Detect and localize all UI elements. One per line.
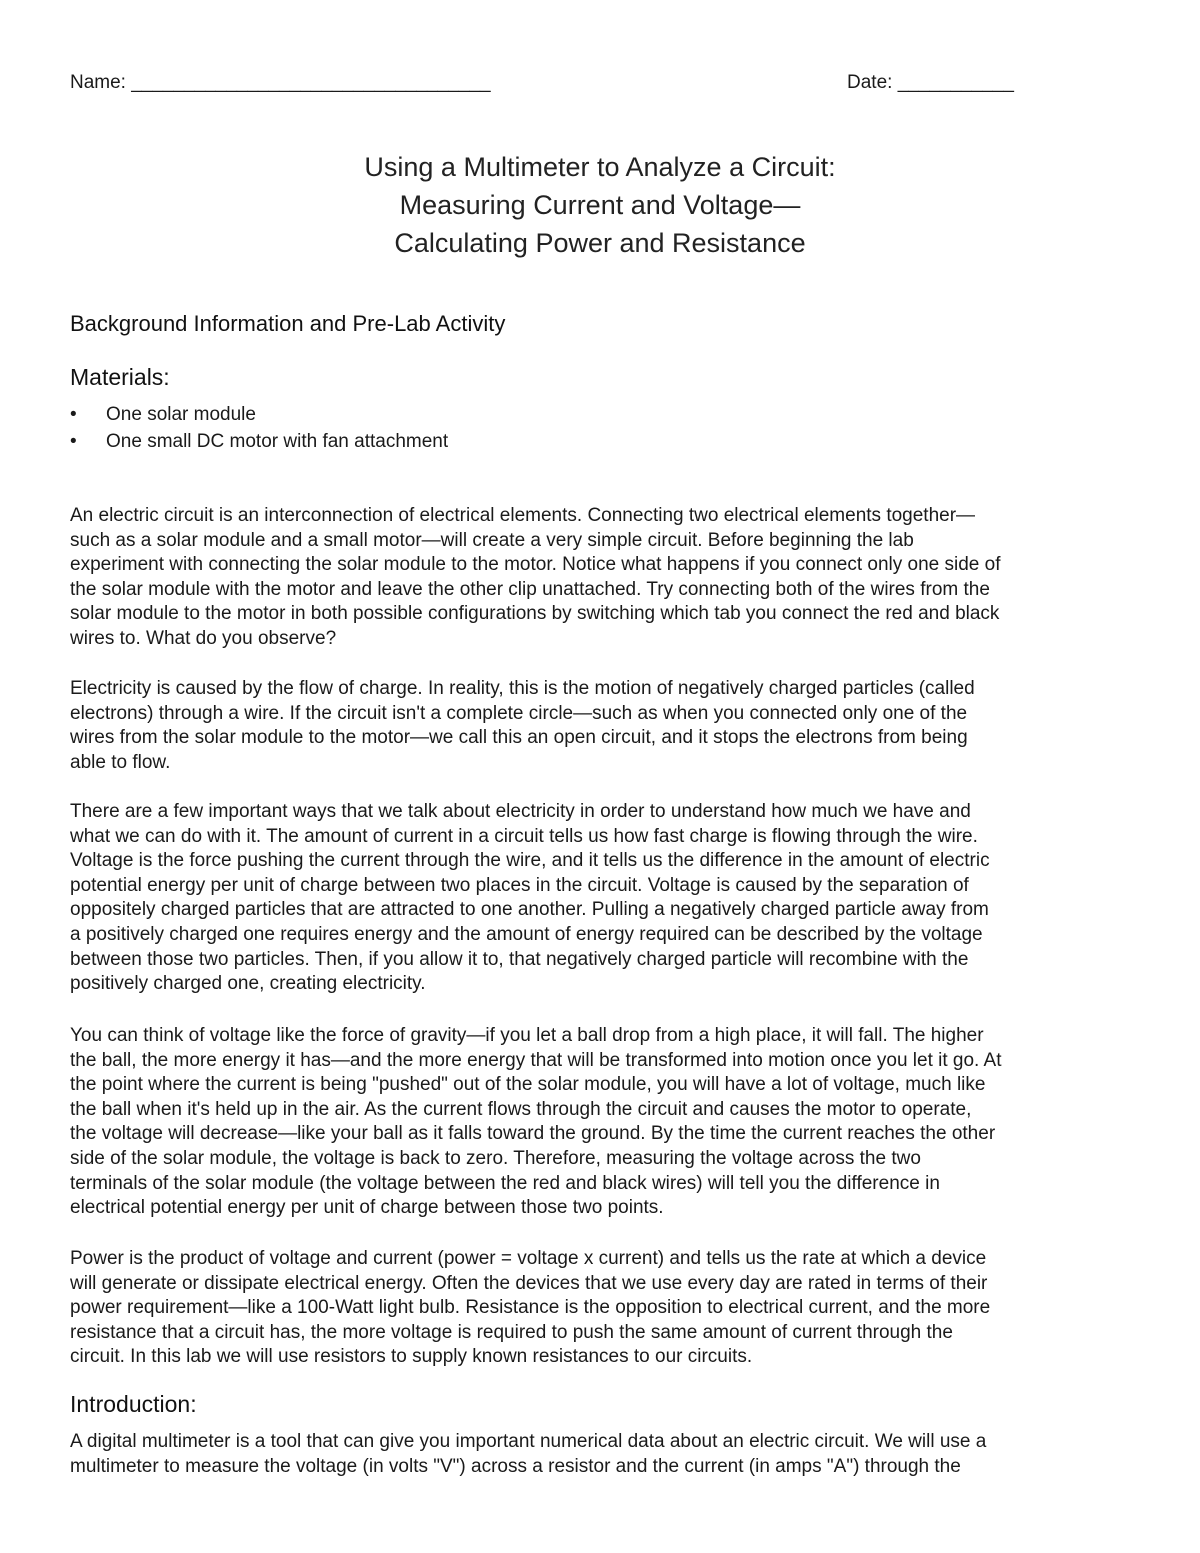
paragraph-line: oppositely charged particles that are attracted to one another. Pulling a negatively charged particle away from [70,899,989,921]
paragraph-power-resistance [70,1247,1130,1370]
paragraph-line: potential energy per unit of charge between two places in the circuit. Voltage is caused by the separation of [70,874,969,896]
paragraph-line: power requirement—like a 100-Watt light bulb. Resistance is the opposition to electrical current, and the more [70,1297,991,1319]
introduction-heading: Introduction: [70,1391,197,1417]
paragraph-line: solar module to the motor in both possible configurations by switching which tab you connect the red and black [70,603,1000,625]
paragraph-line: You can think of voltage like the force of gravity—if you let a ball drop from a high place, it will fall. The higher [70,1025,984,1046]
paragraph-circuit-intro [70,504,1130,652]
paragraph-line: electrons) through a wire. If the circuit isn't a complete circle—such as when you connected only one of the [70,702,968,724]
paragraph-line: multimeter to measure the voltage (in volts "V") across a resistor and the current (in amps "A") through the [70,1455,961,1477]
paragraph-line: able to flow. [70,751,171,773]
paragraph-line: between those two particles. Then, if you allow it to, that negatively charged particle will recombine with the [70,948,969,970]
paragraph-electricity [70,677,1130,775]
paragraph-line: Voltage is the force pushing the current through the wire, and it tells us the difference in the amount of electric [70,850,990,872]
paragraph-line: such as a solar module and a small motor—will create a very simple circuit. Before beginning the lab [70,529,914,551]
paragraph-line: a positively charged one requires energy and the amount of energy required can be described by the voltage [70,923,983,945]
paragraph-line: the solar module with the motor and leave the other clip unattached. Try connecting both of the wires from the [70,578,990,600]
paragraph-voltage-current [70,800,1130,997]
materials-list [70,401,1070,455]
document-title [0,148,1200,262]
paragraph-multimeter [70,1430,1130,1479]
paragraph-line: side of the solar module, the voltage is back to zero. Therefore, measuring the voltage across the two [70,1147,921,1169]
title-line-2: Measuring Current and Voltage— [399,190,801,220]
name-field: Name: __________________________________ [70,72,491,93]
list-item [70,401,1070,428]
paragraph-line: There are a few important ways that we talk about electricity in order to understand how much we have and [70,801,971,822]
paragraph-line: wires from the solar module to the motor—we call this an open circuit, and it stops the electrons from being [70,727,968,749]
material-item: One small DC motor with fan attachment [106,431,449,452]
paragraph-line: resistance that a circuit has, the more voltage is required to push the same amount of current through the [70,1321,953,1343]
bullet-marker: • [70,431,77,452]
paragraph-line: An electric circuit is an interconnection of electrical elements. Connecting two electrical elements together— [70,505,976,526]
paragraph-line: wires to. What do you observe? [70,627,337,649]
section-heading-background: Background Information and Pre-Lab Activity [70,311,506,336]
paragraph-line: Power is the product of voltage and current (power = voltage x current) and tells us the rate at which a device [70,1248,987,1269]
list-item [70,428,1070,455]
date-field: Date: ___________ [847,72,1014,93]
paragraph-line: the voltage will decrease—like your ball as it falls toward the ground. By the time the current reaches the other [70,1123,996,1145]
paragraph-line: what we can do with it. The amount of current in a circuit tells us how fast charge is flowing through the wire. [70,825,978,847]
paragraph-line: electrical potential energy per unit of charge between those two points. [70,1197,664,1219]
bullet-marker: • [70,404,77,425]
paragraph-line: the point where the current is being "pushed" out of the solar module, you will have a lot of voltage, much like [70,1074,986,1096]
title-line-1: Using a Multimeter to Analyze a Circuit: [364,152,836,182]
material-item: One solar module [106,404,256,425]
paragraph-line: A digital multimeter is a tool that can give you important numerical data about an electric circuit. We will use a [70,1431,987,1452]
paragraph-gravity-analogy [70,1024,1130,1221]
paragraph-line: terminals of the solar module (the voltage between the red and black wires) will tell you the difference in [70,1172,940,1194]
title-line-3: Calculating Power and Resistance [394,228,806,258]
paragraph-line: circuit. In this lab we will use resistors to supply known resistances to our circuits. [70,1346,753,1368]
paragraph-line: will generate or dissipate electrical energy. Often the devices that we use every day are rated in terms of their [70,1272,988,1294]
paragraph-line: the ball when it's held up in the air. As the current flows through the circuit and causes the motor to operate, [70,1098,972,1120]
header-line [70,72,1130,98]
paragraph-line: Electricity is caused by the flow of charge. In reality, this is the motion of negatively charged particles (called [70,678,975,699]
paragraph-line: positively charged one, creating electricity. [70,973,426,995]
materials-heading: Materials: [70,364,170,390]
paragraph-line: the ball, the more energy it has—and the more energy that will be transformed into motion once you let it go. At [70,1049,1002,1071]
paragraph-line: experiment with connecting the solar module to the motor. Notice what happens if you connect only one side of [70,554,1001,576]
